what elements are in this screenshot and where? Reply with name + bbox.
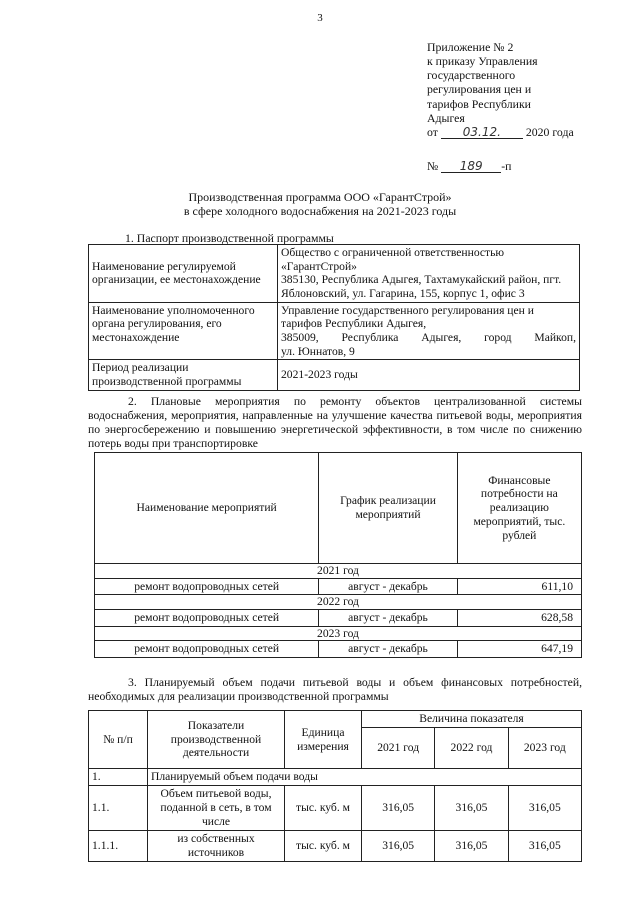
table-cell-value — [278, 245, 580, 303]
header-num: № п/п — [89, 711, 148, 769]
table-header-row — [95, 453, 582, 564]
row-value-2023: 316,05 — [508, 830, 581, 861]
table-row — [89, 302, 580, 360]
section2-text: 2. Плановые мероприятия по ремонту объектов централизованной системы водоснабжения, мероприятия, направленные на улучшение качества питьевой воды, мероприятия по энергосбережению и повышению энергетической эффективности, в том числе по снижению потерь воды при транспортировке — [88, 395, 582, 451]
measure-cell: ремонт водопроводных сетей — [95, 641, 319, 658]
schedule-cell: август - декабрь — [319, 641, 457, 658]
appendix-line: Приложение № 2 — [427, 40, 514, 54]
measure-cell: ремонт водопроводных сетей — [95, 578, 319, 595]
table-row — [89, 769, 582, 786]
table-row — [89, 360, 580, 390]
handwritten-date: 03.12. — [441, 126, 523, 139]
date-suffix: 2020 года — [525, 124, 574, 139]
amount-cell: 611,10 — [457, 578, 581, 595]
appendix-line: государственного — [427, 68, 516, 83]
volume-table — [88, 710, 582, 862]
value-line: Общество с ограниченной ответственностью «ГарантСтрой» — [281, 246, 505, 273]
row-num: 1. — [89, 769, 148, 786]
table-cell-label: Период реализации производственной программы — [89, 360, 278, 390]
row-label: из собственных источников — [148, 830, 285, 861]
table-cell-value — [278, 302, 580, 360]
header-measures: Наименование мероприятий — [95, 453, 319, 564]
appendix-line: регулирования цен и — [427, 82, 532, 97]
table-cell-value: 2021-2023 годы — [278, 360, 580, 390]
row-value-2022: 316,05 — [435, 830, 508, 861]
value-line: 385009, Республика Адыгея, город Майкоп, — [281, 331, 576, 345]
header-year-2022: 2022 год — [435, 728, 508, 769]
table-row — [95, 578, 582, 595]
table-cell-label: Наименование регулируемой организации, ее местонахождение — [89, 245, 278, 303]
number-suffix: -п — [501, 159, 512, 173]
row-unit: тыс. куб. м — [285, 785, 362, 830]
number-prefix: № — [427, 159, 439, 173]
row-value-2023: 316,05 — [508, 785, 581, 830]
table-row — [89, 245, 580, 303]
amount-cell: 647,19 — [457, 641, 581, 658]
header-value: Величина показателя — [362, 711, 582, 728]
year-row — [95, 595, 582, 610]
table-header-row — [89, 711, 582, 728]
row-label: Планируемый объем подачи воды — [148, 769, 582, 786]
appendix-block — [427, 40, 627, 139]
section1-heading: 1. Паспорт производственной программы — [125, 231, 334, 245]
appendix-line: Адыгея — [427, 110, 465, 125]
year-label: 2021 год — [95, 564, 582, 579]
year-row — [95, 626, 582, 641]
document-title — [0, 190, 640, 219]
year-label: 2023 год — [95, 626, 582, 641]
order-number — [427, 160, 511, 174]
appendix-date — [427, 125, 627, 139]
row-value-2021: 316,05 — [362, 830, 435, 861]
header-year-2023: 2023 год — [508, 728, 581, 769]
schedule-cell: август - декабрь — [319, 610, 457, 627]
table-row — [89, 785, 582, 830]
header-finance: Финансовые потребности на реализацию мероприятий, тыс. рублей — [457, 453, 581, 564]
appendix-line: к приказу Управления — [427, 54, 538, 69]
header-unit: Единица измерения — [285, 711, 362, 769]
handwritten-number: 189 — [441, 160, 501, 173]
header-schedule: График реализации мероприятий — [319, 453, 457, 564]
section2-paragraph — [88, 395, 582, 451]
measures-table — [94, 452, 582, 658]
row-num: 1.1. — [89, 785, 148, 830]
table-row — [89, 830, 582, 861]
table-cell-label: Наименование уполномоченного органа регулирования, его местонахождение — [89, 302, 278, 360]
value-line: Управление государственного регулирования цен и тарифов Республики Адыгея, — [281, 303, 534, 331]
row-value-2021: 316,05 — [362, 785, 435, 830]
title-line-1: Производственная программа ООО «ГарантСтрой» — [188, 190, 452, 204]
amount-cell: 628,58 — [457, 610, 581, 627]
value-line: ул. Юннатов, 9 — [281, 344, 355, 358]
row-label: Объем питьевой воды, поданной в сеть, в том числе — [148, 785, 285, 830]
title-line-2: в сфере холодного водоснабжения на 2021-2023 годы — [183, 204, 457, 219]
year-row — [95, 564, 582, 579]
header-year-2021: 2021 год — [362, 728, 435, 769]
section3-text: 3. Планируемый объем подачи питьевой воды и объем финансовых потребностей, необходимых для реализации производственной программы — [88, 676, 582, 704]
measure-cell: ремонт водопроводных сетей — [95, 610, 319, 627]
appendix-line: тарифов Республики — [427, 96, 531, 111]
date-prefix: от — [427, 124, 438, 139]
value-line: 385130, Республика Адыгея, Тахтамукайский район, пгт. Яблоновский, ул. Гагарина, 155, корпус 1, офис 3 — [281, 273, 562, 301]
header-indicator: Показатели производственной деятельности — [148, 711, 285, 769]
section3-paragraph — [88, 676, 582, 704]
row-unit: тыс. куб. м — [285, 830, 362, 861]
page-number: 3 — [317, 12, 323, 24]
schedule-cell: август - декабрь — [319, 578, 457, 595]
row-value-2022: 316,05 — [435, 785, 508, 830]
table-row — [95, 610, 582, 627]
table-row — [95, 641, 582, 658]
row-num: 1.1.1. — [89, 830, 148, 861]
passport-table — [88, 244, 580, 391]
year-label: 2022 год — [95, 595, 582, 610]
